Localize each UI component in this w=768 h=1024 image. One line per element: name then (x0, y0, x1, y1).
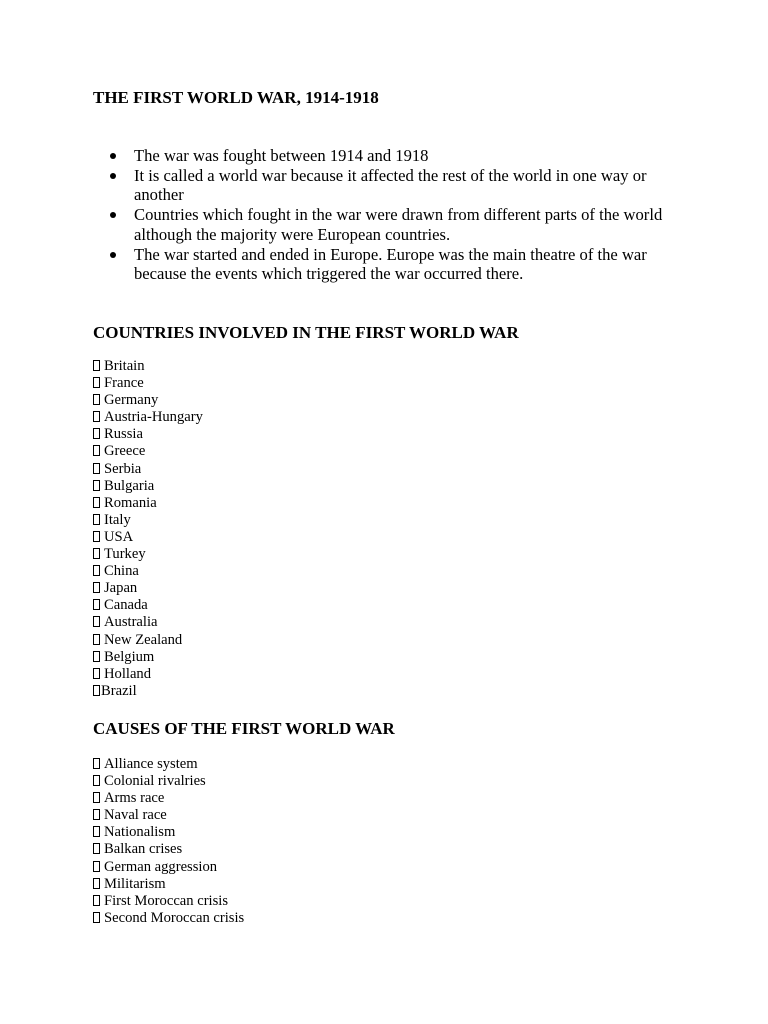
list-item (93, 683, 203, 700)
list-item (93, 841, 244, 858)
list-item-text: Canada (104, 597, 148, 614)
causes-heading: CAUSES OF THE FIRST WORLD WAR (93, 719, 395, 738)
bullet-icon (110, 212, 116, 218)
list-item (93, 893, 244, 910)
missing-glyph-box-icon (93, 582, 100, 593)
missing-glyph-box-icon (93, 792, 100, 803)
missing-glyph-box-icon (93, 826, 100, 837)
missing-glyph-box-icon (93, 651, 100, 662)
list-item (93, 649, 203, 666)
list-item-text: Militarism (104, 875, 166, 892)
list-item (93, 859, 244, 876)
missing-glyph-box-icon (93, 912, 100, 923)
missing-glyph-box-icon (93, 377, 100, 388)
missing-glyph-box-icon (93, 548, 100, 559)
list-item-text: Austria-Hungary (104, 409, 203, 426)
missing-glyph-box-icon (93, 599, 100, 610)
intro-bullet-list (93, 146, 693, 284)
list-item (93, 546, 203, 563)
list-item-text: Britain (104, 358, 145, 374)
list-item-text: First Moroccan crisis (104, 892, 229, 909)
list-item-text: Turkey (104, 546, 146, 563)
countries-list (93, 358, 203, 700)
list-item-text: The war was fought between 1914 and 1918 (134, 146, 429, 165)
missing-glyph-box-icon (93, 775, 100, 786)
list-item-text: Holland (104, 665, 152, 682)
list-item-text: Germany (104, 392, 159, 409)
list-item-text: Bulgaria (104, 477, 155, 494)
list-item-text: Brazil (101, 682, 137, 699)
missing-glyph-box-icon (93, 616, 100, 627)
list-item-text: New Zealand (104, 631, 183, 648)
list-item-text: The war started and ended in Europe. Europe was the main theatre of the war because the events which triggered the war occurred there. (134, 244, 647, 284)
missing-glyph-box-icon (93, 809, 100, 820)
missing-glyph-box-icon (93, 360, 100, 371)
countries-heading: COUNTRIES INVOLVED IN THE FIRST WORLD WAR (93, 323, 519, 342)
missing-glyph-box-icon (93, 878, 100, 889)
document-title: THE FIRST WORLD WAR, 1914-1918 (93, 88, 379, 107)
list-item (93, 375, 203, 392)
list-item-text: Countries which fought in the war were drawn from different parts of the world although the majority were European countries. (134, 205, 663, 244)
missing-glyph-box-icon (93, 843, 100, 854)
list-item-text: Colonial rivalries (104, 773, 206, 790)
list-item-text: China (104, 563, 139, 580)
list-item (93, 632, 203, 649)
missing-glyph-box-icon (93, 668, 100, 679)
list-item-text: Second Moroccan crisis (104, 909, 245, 926)
list-item (93, 614, 203, 631)
list-item (93, 512, 203, 529)
list-item-text: German aggression (104, 858, 218, 875)
list-item-text: Arms race (104, 790, 165, 807)
missing-glyph-box-icon (93, 634, 100, 645)
bullet-icon (110, 173, 116, 179)
list-item-text: Romania (104, 494, 157, 511)
list-item (93, 146, 693, 166)
bullet-icon (110, 153, 116, 159)
list-item (93, 245, 693, 284)
list-item (93, 580, 203, 597)
missing-glyph-box-icon (93, 394, 100, 405)
list-item (93, 392, 203, 409)
list-item-text: Naval race (104, 807, 167, 824)
missing-glyph-box-icon (93, 411, 100, 422)
missing-glyph-box-icon (93, 565, 100, 576)
list-item-text: Alliance system (104, 756, 198, 772)
list-item (93, 666, 203, 683)
list-item (93, 495, 203, 512)
list-item (93, 205, 693, 244)
list-item (93, 876, 244, 893)
list-item-text: Italy (104, 511, 131, 528)
missing-glyph-box-icon (93, 861, 100, 872)
list-item (93, 824, 244, 841)
list-item (93, 597, 203, 614)
list-item-text: Australia (104, 614, 158, 631)
list-item (93, 409, 203, 426)
missing-glyph-box-icon (93, 497, 100, 508)
list-item-text: It is called a world war because it affected the rest of the world in one way or another (134, 165, 647, 205)
list-item-text: Japan (104, 580, 138, 597)
list-item (93, 443, 203, 460)
bullet-icon (110, 252, 116, 258)
list-item-text: USA (104, 528, 134, 545)
missing-glyph-box-icon (93, 531, 100, 542)
missing-glyph-box-icon (93, 428, 100, 439)
list-item-text: Russia (104, 426, 143, 443)
list-item (93, 790, 244, 807)
missing-glyph-box-icon (93, 685, 100, 696)
list-item-text: Balkan crises (104, 841, 183, 858)
list-item (93, 773, 244, 790)
list-item-text: Serbia (104, 460, 142, 477)
list-item (93, 756, 244, 773)
list-item-text: Nationalism (104, 824, 176, 841)
list-item (93, 563, 203, 580)
list-item (93, 807, 244, 824)
missing-glyph-box-icon (93, 463, 100, 474)
missing-glyph-box-icon (93, 445, 100, 456)
missing-glyph-box-icon (93, 895, 100, 906)
missing-glyph-box-icon (93, 514, 100, 525)
missing-glyph-box-icon (93, 758, 100, 769)
list-item (93, 529, 203, 546)
list-item (93, 166, 693, 205)
list-item (93, 358, 203, 375)
causes-list (93, 756, 244, 927)
list-item-text: France (104, 375, 144, 392)
list-item (93, 910, 244, 927)
list-item-text: Belgium (104, 648, 155, 665)
list-item (93, 461, 203, 478)
list-item-text: Greece (104, 443, 146, 460)
list-item (93, 426, 203, 443)
missing-glyph-box-icon (93, 480, 100, 491)
list-item (93, 478, 203, 495)
